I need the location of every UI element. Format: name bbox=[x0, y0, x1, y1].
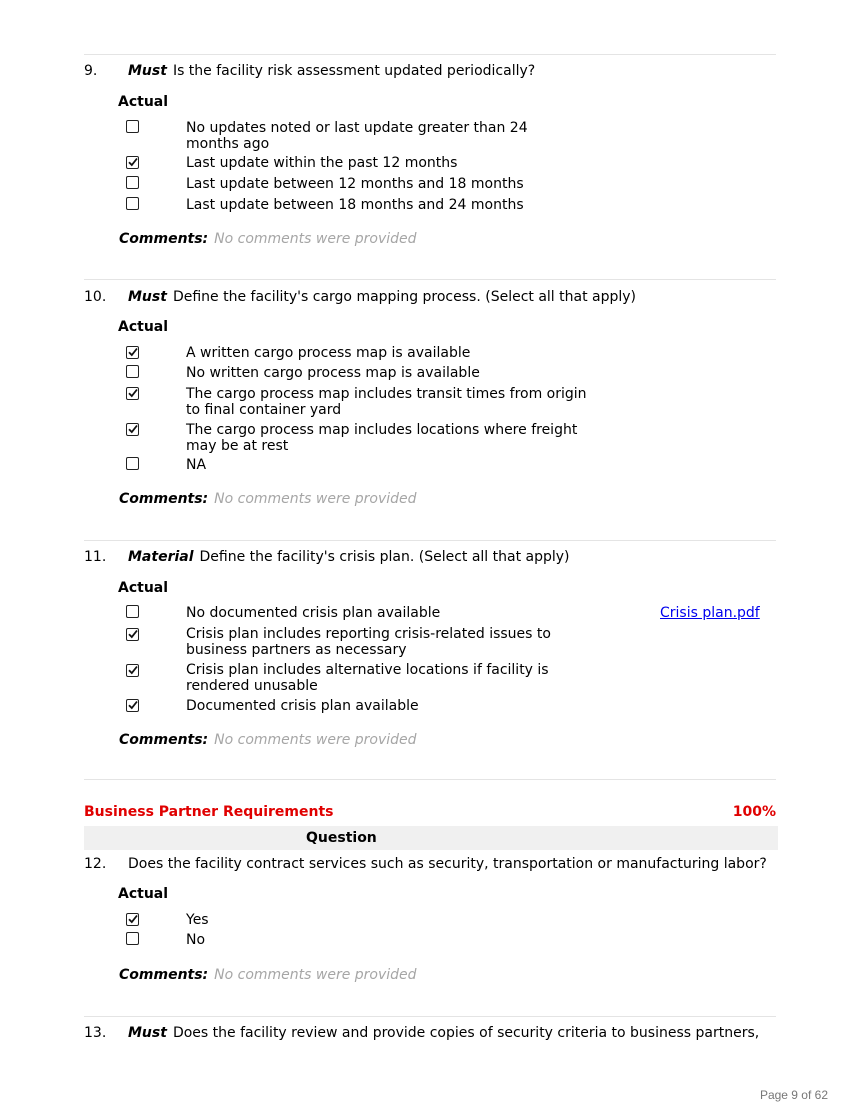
option-label: The cargo process map includes locations where freight may be at rest bbox=[186, 422, 578, 454]
checkbox-checked[interactable] bbox=[126, 913, 139, 926]
option-label: NA bbox=[186, 457, 207, 473]
comments bbox=[119, 967, 417, 983]
comments bbox=[119, 491, 417, 507]
question-text: Must Does the facility review and provide copies of security criteria to business partners, bbox=[128, 1025, 760, 1041]
comments-text: No comments were provided bbox=[214, 967, 417, 983]
question-text: Material Define the facility's crisis plan. (Select all that apply) bbox=[128, 549, 570, 565]
requirement-level: Material bbox=[128, 549, 194, 565]
question-number: 10. bbox=[84, 289, 107, 305]
question-number: 11. bbox=[84, 549, 107, 565]
checkbox-checked[interactable] bbox=[126, 156, 139, 169]
comments bbox=[119, 732, 417, 748]
question-text: Does the facility contract services such as security, transportation or manufacturing labor? bbox=[128, 856, 767, 872]
requirement-level: Must bbox=[128, 289, 167, 305]
checkbox-unchecked[interactable] bbox=[126, 176, 139, 189]
checkmark-icon bbox=[127, 346, 139, 358]
divider bbox=[84, 540, 776, 541]
option-label: Last update between 18 months and 24 months bbox=[186, 197, 524, 213]
page-number: Page 9 of 62 bbox=[759, 1088, 828, 1102]
checkbox-unchecked[interactable] bbox=[126, 457, 139, 470]
actual-label: Actual bbox=[118, 580, 169, 596]
checkbox-checked[interactable] bbox=[126, 346, 139, 359]
comments-text: No comments were provided bbox=[214, 491, 417, 507]
question-number: 13. bbox=[84, 1025, 107, 1041]
section-title: Business Partner Requirements bbox=[84, 804, 334, 820]
section-score: 100% bbox=[732, 804, 776, 820]
checkmark-icon bbox=[127, 664, 139, 676]
checkmark-icon bbox=[127, 699, 139, 711]
comments bbox=[119, 231, 417, 247]
divider bbox=[84, 54, 776, 55]
checkbox-unchecked[interactable] bbox=[126, 932, 139, 945]
checkbox-unchecked[interactable] bbox=[126, 605, 139, 618]
requirement-level: Must bbox=[128, 1025, 167, 1041]
checkbox-checked[interactable] bbox=[126, 699, 139, 712]
checkmark-icon bbox=[127, 156, 139, 168]
option-label: No updates noted or last update greater than 24 months ago bbox=[186, 120, 528, 152]
option-label: No documented crisis plan available bbox=[186, 605, 441, 621]
actual-label: Actual bbox=[118, 94, 169, 110]
comments-label: Comments: bbox=[119, 231, 209, 247]
comments-label: Comments: bbox=[119, 732, 209, 748]
comments-label: Comments: bbox=[119, 967, 209, 983]
option-label: A written cargo process map is available bbox=[186, 345, 471, 361]
column-header-bar bbox=[84, 826, 778, 850]
question-text: Must Is the facility risk assessment updated periodically? bbox=[128, 63, 536, 79]
option-label: No written cargo process map is available bbox=[186, 365, 480, 381]
option-label: Last update within the past 12 months bbox=[186, 155, 458, 171]
question-number: 12. bbox=[84, 856, 107, 872]
checkbox-unchecked[interactable] bbox=[126, 365, 139, 378]
divider bbox=[84, 779, 776, 780]
question-text: Must Define the facility's cargo mapping process. (Select all that apply) bbox=[128, 289, 637, 305]
option-label: Yes bbox=[186, 912, 209, 928]
checkmark-icon bbox=[127, 387, 139, 399]
option-label: The cargo process map includes transit times from origin to final container yard bbox=[186, 386, 587, 418]
checkbox-checked[interactable] bbox=[126, 387, 139, 400]
question-number: 9. bbox=[84, 63, 98, 79]
checkmark-icon bbox=[127, 913, 139, 925]
checkbox-checked[interactable] bbox=[126, 664, 139, 677]
checkbox-checked[interactable] bbox=[126, 628, 139, 641]
option-label: Crisis plan includes alternative locations if facility is rendered unusable bbox=[186, 662, 549, 694]
actual-label: Actual bbox=[118, 319, 169, 335]
divider bbox=[84, 279, 776, 280]
option-label: Documented crisis plan available bbox=[186, 698, 419, 714]
attachment-link[interactable]: Crisis plan.pdf bbox=[660, 605, 760, 621]
comments-text: No comments were provided bbox=[214, 732, 417, 748]
checkmark-icon bbox=[127, 628, 139, 640]
option-label: No bbox=[186, 932, 206, 948]
actual-label: Actual bbox=[118, 886, 169, 902]
requirement-level: Must bbox=[128, 63, 167, 79]
checkbox-unchecked[interactable] bbox=[126, 197, 139, 210]
checkbox-checked[interactable] bbox=[126, 423, 139, 436]
comments-text: No comments were provided bbox=[214, 231, 417, 247]
comments-label: Comments: bbox=[119, 491, 209, 507]
option-label: Crisis plan includes reporting crisis-related issues to business partners as necessary bbox=[186, 626, 551, 658]
checkmark-icon bbox=[127, 423, 139, 435]
divider bbox=[84, 1016, 776, 1017]
column-header-question: Question bbox=[306, 830, 377, 846]
option-label: Last update between 12 months and 18 months bbox=[186, 176, 524, 192]
checkbox-unchecked[interactable] bbox=[126, 120, 139, 133]
section-header bbox=[84, 804, 776, 820]
